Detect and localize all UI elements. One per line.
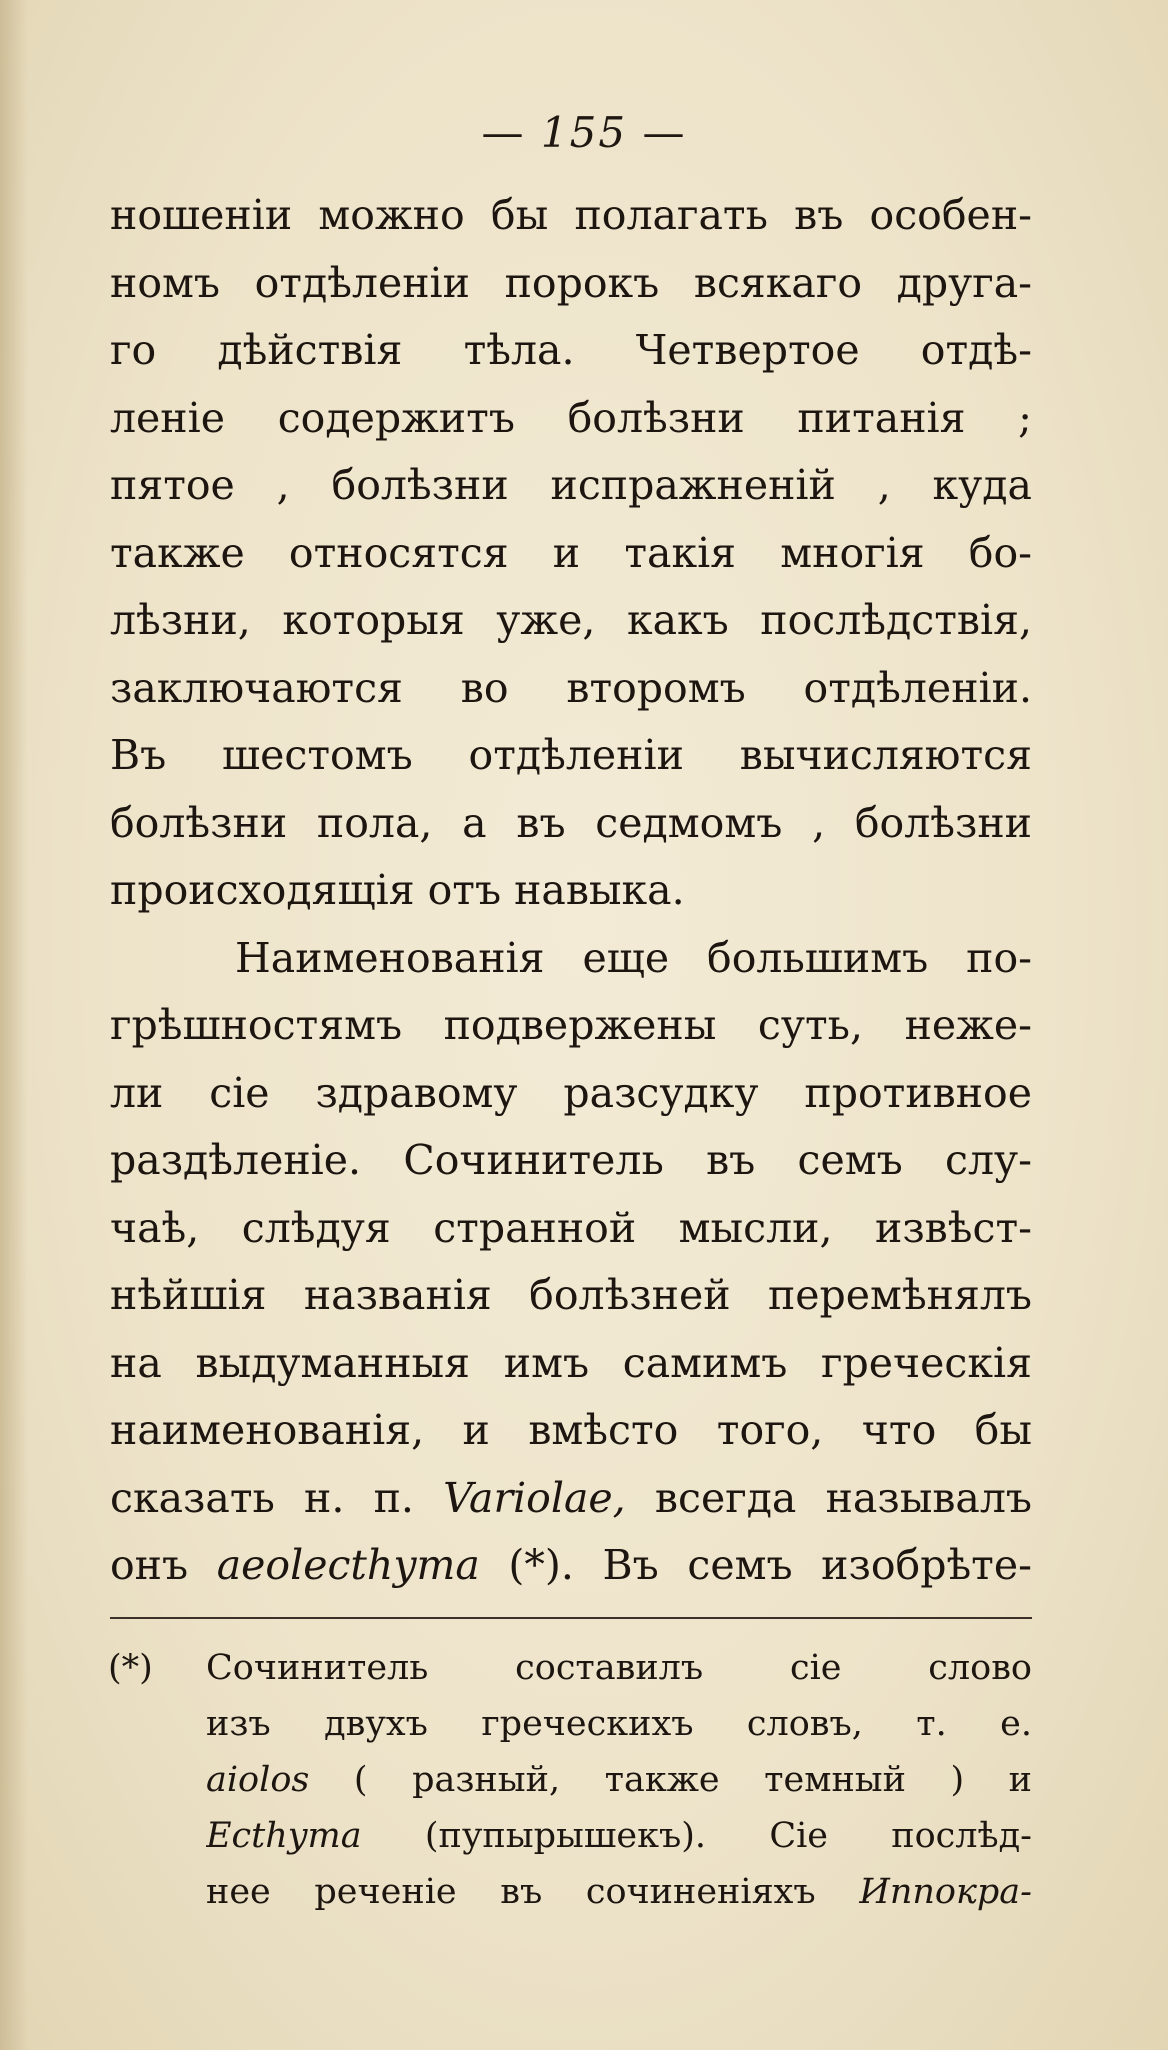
text-line-18: на выдуманныя имъ самимъ греческія [110,1338,1032,1387]
line-20-start: сказать н. п. [110,1473,444,1522]
main-text [110,182,1032,1600]
header-dash-left: — [481,108,526,157]
line-20-end: всегда называлъ [625,1473,1032,1522]
text-line-10: болѣзни пола, а въ седмомъ , болѣзни [110,798,1032,847]
line-21-start: онъ [110,1541,217,1589]
text-line-3: го дѣйствія тѣла. Четвертое отдѣ- [110,326,1032,374]
footnote-divider [110,1617,1032,1619]
page-number-header [0,108,1168,157]
footnote-line-3 [206,1752,1032,1808]
text-line-11: происходящія отъ навыка. [110,866,685,914]
text-line-7: лѣзни, которыя уже, какъ послѣдствія, [110,596,1032,644]
footnote-line-5 [206,1864,1032,1920]
text-line-9: Въ шестомъ отдѣленіи вычисляются [110,731,1032,779]
footnote-line-2: изъ двухъ греческихъ словъ, т. е. [206,1704,1032,1744]
footnote-line-4 [206,1808,1032,1864]
footnote-line-4-rest: (пупырышекъ). Сіе послѣд- [361,1816,1032,1856]
latin-term-variolae: Variolae, [443,1473,626,1522]
text-line-19: наименованія, и вмѣсто того, что бы [110,1406,1032,1454]
author-name-hippocrates: Иппокра- [859,1872,1032,1912]
text-line-2: номъ отдѣленіи порокъ всякаго друга- [110,258,1032,307]
footnote-line-3-rest: ( разный, также темный ) и [309,1760,1032,1800]
page-number: 155 [540,108,628,157]
footnote-marker: (*) [108,1648,153,1688]
page-gutter-shadow [0,0,28,2050]
greek-term-aiolos: aiolos [206,1760,310,1800]
text-line-16: чаѣ, слѣдуя странной мысли, извѣст- [110,1203,1032,1252]
text-line-20 [110,1465,1032,1533]
text-line-21 [110,1532,1032,1600]
footnote-body [206,1640,1032,1920]
header-dash-right: — [642,108,687,157]
text-line-5: пятое , болѣзни испражненій , куда [110,461,1032,509]
text-line-8: заключаются во второмъ отдѣленіи. [110,663,1032,712]
line-21-end: (*). Въ семъ изобрѣте- [479,1541,1032,1589]
text-line-12: Наименованія еще большимъ по- [235,933,1032,982]
footnote-line-5-start: нее реченіе въ сочиненіяхъ [206,1872,860,1912]
text-line-6: также относятся и такія многія бо- [110,528,1032,577]
greek-term-ecthyma: Ecthyma [206,1816,362,1856]
footnote-line-1: Сочинитель составилъ сіе слово [206,1648,1032,1688]
text-line-4: леніе содержитъ болѣзни питанія ; [110,393,1032,442]
text-line-15: раздѣленіе. Сочинитель въ семъ слу- [110,1136,1032,1184]
text-line-13: грѣшностямъ подвержены суть, неже- [110,1001,1032,1049]
text-line-14: ли сіе здравому разсудку противное [110,1068,1032,1117]
text-line-17: нѣйшія названія болѣзней перемѣнялъ [110,1271,1032,1319]
latin-term-aeolecthyma: aeolecthyma [216,1541,480,1589]
text-line-1: ношеніи можно бы полагать въ особен- [110,191,1032,239]
